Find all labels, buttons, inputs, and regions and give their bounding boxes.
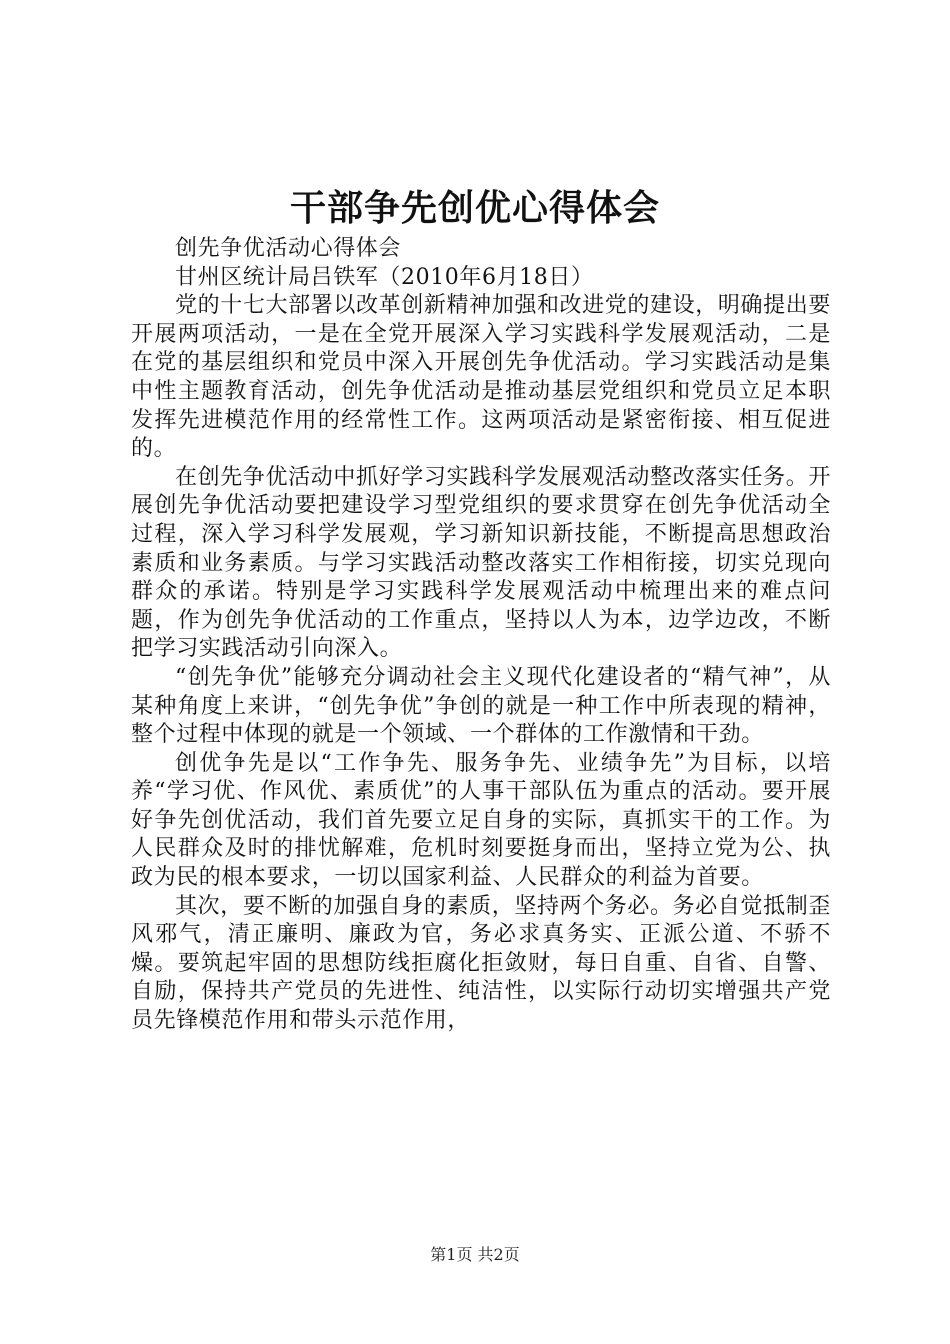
body-paragraph: 党的十七大部署以改革创新精神加强和改进党的建设，明确提出要开展两项活动，一是在全党开展深入学习实践科学发展观活动，二是在党的基层组织和党员中深入开展创先争优活动。学习实践活动是集中性主题教育活动，创先争优活动是推动基层党组织和党员立足本职发挥先进模范作用的经常性工作。这两项活动是紧密衔接、相互促进的。 [131,293,831,462]
body-paragraph: 其次，要不断的加强自身的素质，坚持两个务必。务必自觉抵制歪风邪气，清正廉明、廉政为官，务必求真务实、正派公道、不骄不燥。要筑起牢固的思想防线拒腐化拒敛财，每日自重、自省、自警、自励，保持共产党员的先进性、纯洁性，以实际行动切实增强共产党员先锋模范作用和带头示范作用， [131,893,831,1034]
author-line: 甘州区统计局吕铁军（2010年6月18日） [175,264,594,290]
document-title: 干部争先创优心得体会 [289,187,660,229]
body-paragraph: “创先争优”能够充分调动社会主义现代化建设者的“精气神”，从某种角度上来讲，“创先争优”争创的就是一种工作中所表现的精神，整个过程中体现的就是一个领域、一个群体的工作激情和干劲。 [131,664,831,748]
body-paragraph: 在创先争优活动中抓好学习实践科学发展观活动整改落实任务。开展创先争优活动要把建设学习型党组织的要求贯穿在创先争优活动全过程，深入学习科学发展观，学习新知识新技能，不断提高思想政治素质和业务素质。与学习实践活动整改落实工作相衔接，切实兑现向群众的承诺。特别是学习实践科学发展观活动中梳理出来的难点问题，作为创先争优活动的工作重点，坚持以人为本，边学边改，不断把学习实践活动引向深入。 [131,464,831,662]
body-paragraph: 创优争先是以“工作争先、服务争先、业绩争先”为目标，以培养“学习优、作风优、素质优”的人事干部队伍为重点的活动。要开展好争先创优活动，我们首先要立足自身的实际，真抓实干的工作。为人民群众及时的排忧解难，危机时刻要挺身而出，坚持立党为公、执政为民的根本要求，一切以国家利益、人民群众的利益为首要。 [131,750,831,891]
document-body [131,235,831,1036]
subtitle-paragraph: 创先争优活动心得体会 [175,236,402,261]
page-footer: 第1页 共2页 [430,1245,520,1264]
